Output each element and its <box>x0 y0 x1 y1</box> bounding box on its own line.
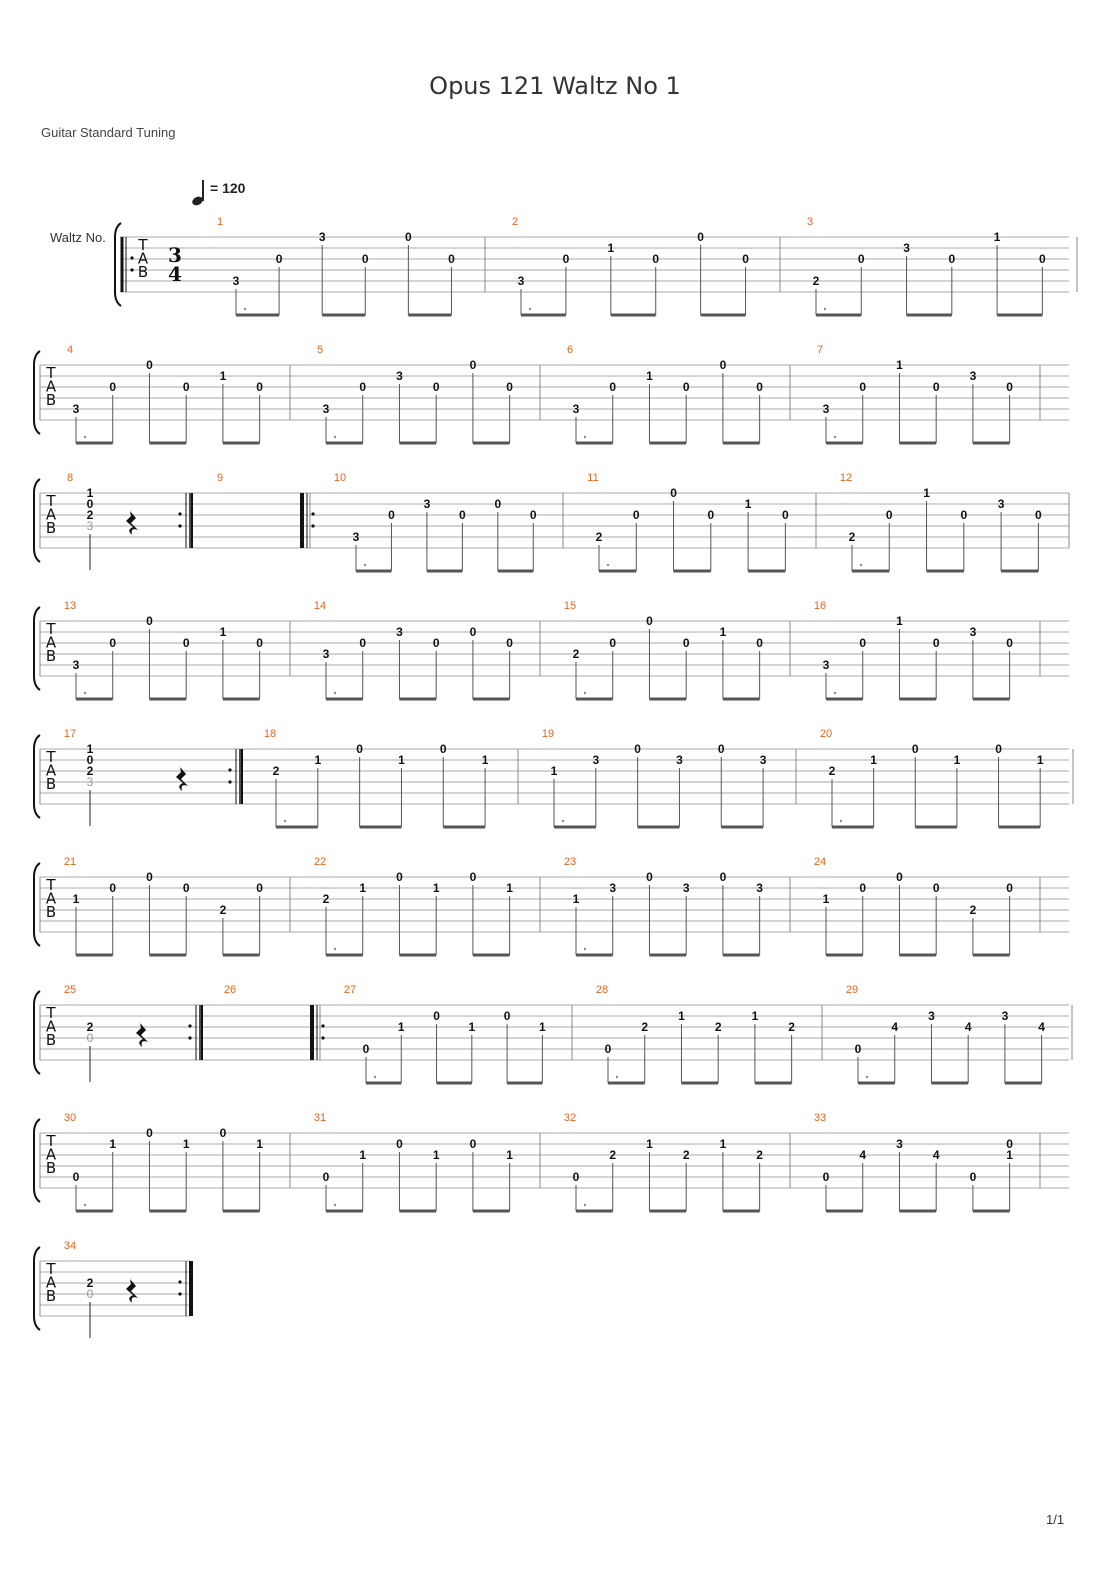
fret-number: 3 <box>997 497 1005 511</box>
tab-clef-letter: A <box>45 1145 57 1164</box>
fret-number: 0 <box>609 636 617 650</box>
fret-number: 2 <box>609 1148 617 1162</box>
fret-number: 4 <box>964 1020 972 1034</box>
repeat-dot <box>311 512 314 515</box>
fret-number: 0 <box>182 636 190 650</box>
repeat-dot <box>130 268 133 271</box>
fret-number: 3 <box>896 1137 903 1151</box>
fret-number: 3 <box>322 647 330 661</box>
tab-clef-letter: B <box>45 1031 57 1049</box>
fret-number: 0 <box>439 742 447 756</box>
fret-number: 2 <box>86 508 94 522</box>
bar-number: 26 <box>223 984 237 996</box>
fret-number: 0 <box>322 1170 330 1184</box>
fret-number: 0 <box>782 508 789 522</box>
fret-number: 0 <box>433 1009 440 1023</box>
fret-number: 1 <box>86 742 94 756</box>
fret-number: 0 <box>494 497 502 511</box>
fret-number: 0 <box>604 1042 612 1056</box>
tab-clef-letter: B <box>137 263 149 281</box>
fret-number: 1 <box>359 881 367 895</box>
fret-number: 0 <box>469 870 477 884</box>
fret-number: 3 <box>676 753 683 767</box>
song-title: Opus 121 Waltz No 1 <box>429 72 681 100</box>
bar-number: 3 <box>806 216 814 228</box>
fret-number: 0 <box>362 1042 370 1056</box>
fret-number: 0 <box>646 870 653 884</box>
fret-number: 0 <box>256 380 263 394</box>
fret-number: 0 <box>396 870 403 884</box>
tab-clef-letter: B <box>45 775 57 793</box>
fret-number: 0 <box>469 1137 477 1151</box>
bar-number: 21 <box>63 856 77 868</box>
fret-number: 1 <box>719 1137 727 1151</box>
fret-number: 0 <box>646 614 653 628</box>
fret-number: 1 <box>751 1009 759 1023</box>
fret-number: 0 <box>859 380 867 394</box>
system-bracket <box>34 607 40 690</box>
fret-number: 0 <box>896 870 903 884</box>
bar-number: 30 <box>63 1112 77 1124</box>
fret-number: 0 <box>948 252 956 266</box>
ghost-fret-number: 0 <box>86 1031 94 1045</box>
repeat-dot <box>228 768 231 771</box>
fret-number: 1 <box>468 1020 476 1034</box>
repeat-dot <box>188 1024 191 1027</box>
fret-number: 0 <box>885 508 893 522</box>
duration-dot <box>529 308 531 310</box>
fret-number: 1 <box>506 881 513 895</box>
duration-dot <box>244 308 246 310</box>
fret-number: 1 <box>219 625 227 639</box>
duration-dot <box>834 436 836 438</box>
fret-number: 2 <box>714 1020 722 1034</box>
fret-number: 1 <box>1036 753 1044 767</box>
fret-number: 0 <box>697 230 704 244</box>
fret-number: 2 <box>812 274 820 288</box>
fret-number: 0 <box>1006 636 1013 650</box>
fret-number: 0 <box>822 1170 830 1184</box>
fret-number: 0 <box>469 625 477 639</box>
system-bracket <box>34 351 40 434</box>
bar-number: 5 <box>316 344 324 356</box>
fret-number: 1 <box>314 753 322 767</box>
fret-number: 3 <box>822 402 830 416</box>
fret-number: 1 <box>481 753 489 767</box>
fret-number: 2 <box>969 903 977 917</box>
page-number: 1/1 <box>1046 1512 1065 1527</box>
tab-clef-letter: T <box>46 1260 56 1278</box>
fret-number: 0 <box>86 753 94 767</box>
duration-dot <box>84 436 86 438</box>
fret-number: 2 <box>572 647 580 661</box>
fret-number: 1 <box>397 1020 405 1034</box>
tab-clef-letter: A <box>45 505 57 524</box>
duration-dot <box>364 564 366 566</box>
fret-number: 1 <box>219 369 227 383</box>
duration-dot <box>334 436 336 438</box>
tab-clef-letter: T <box>46 1004 56 1022</box>
fret-number: 0 <box>388 508 395 522</box>
bar-number: 17 <box>63 728 77 740</box>
bar-number: 25 <box>63 984 77 996</box>
bar-number: 19 <box>541 728 555 740</box>
fret-number: 1 <box>896 614 903 628</box>
bar-number: 2 <box>511 216 519 228</box>
fret-number: 4 <box>859 1148 867 1162</box>
time-signature-bottom: 4 <box>168 262 182 286</box>
fret-number: 2 <box>86 764 94 778</box>
fret-number: 1 <box>953 753 961 767</box>
duration-dot <box>860 564 862 566</box>
duration-dot <box>334 1204 336 1206</box>
fret-number: 1 <box>1006 1148 1013 1162</box>
fret-number: 0 <box>219 1126 227 1140</box>
repeat-dot <box>178 524 181 527</box>
system-bracket <box>34 863 40 946</box>
fret-number: 4 <box>1038 1020 1045 1034</box>
fret-number: 0 <box>719 358 727 372</box>
bar-number: 15 <box>563 600 577 612</box>
fret-number: 0 <box>932 636 940 650</box>
fret-number: 0 <box>1006 881 1013 895</box>
fret-number: 0 <box>146 1126 153 1140</box>
fret-number: 0 <box>572 1170 580 1184</box>
fret-number: 3 <box>318 230 326 244</box>
fret-number: 0 <box>356 742 363 756</box>
fret-number: 2 <box>788 1020 795 1034</box>
bar-number: 34 <box>63 1240 77 1252</box>
bar-number: 13 <box>63 600 77 612</box>
fret-number: 3 <box>969 625 977 639</box>
fret-number: 1 <box>646 1137 653 1151</box>
tab-clef-letter: T <box>46 876 56 894</box>
fret-number: 0 <box>682 636 690 650</box>
fret-number: 1 <box>359 1148 367 1162</box>
fret-number: 0 <box>1039 252 1046 266</box>
bar-number: 16 <box>813 600 827 612</box>
bar-number: 12 <box>839 472 853 484</box>
fret-number: 1 <box>744 497 752 511</box>
fret-number: 0 <box>109 380 117 394</box>
duration-dot <box>607 564 609 566</box>
bar-number: 28 <box>595 984 609 996</box>
tab-clef-letter: T <box>138 236 148 254</box>
fret-number: 0 <box>1006 380 1013 394</box>
tuning-label: Guitar Standard Tuning <box>41 125 176 140</box>
fret-number: 0 <box>182 881 190 895</box>
fret-number: 3 <box>592 753 600 767</box>
fret-number: 0 <box>506 380 513 394</box>
fret-number: 2 <box>848 530 856 544</box>
fret-number: 0 <box>932 380 940 394</box>
tab-clef-letter: B <box>45 519 57 537</box>
fret-number: 1 <box>993 230 1001 244</box>
fret-number: 3 <box>232 274 240 288</box>
tempo-value: = 120 <box>210 180 246 196</box>
duration-dot <box>824 308 826 310</box>
bar-number: 6 <box>566 344 574 356</box>
fret-number: 0 <box>146 870 153 884</box>
bar-number: 20 <box>819 728 833 740</box>
fret-number: 1 <box>432 1148 440 1162</box>
fret-number: 0 <box>562 252 570 266</box>
tab-clef-letter: B <box>45 647 57 665</box>
fret-number: 0 <box>359 380 367 394</box>
fret-number: 3 <box>928 1009 935 1023</box>
fret-number: 1 <box>719 625 727 639</box>
fret-number: 0 <box>652 252 660 266</box>
fret-number: 0 <box>459 508 466 522</box>
fret-number: 3 <box>72 658 80 672</box>
fret-number: 1 <box>506 1148 513 1162</box>
fret-number: 3 <box>609 881 617 895</box>
fret-number: 3 <box>822 658 830 672</box>
fret-number: 0 <box>854 1042 862 1056</box>
system-bracket <box>34 1119 40 1202</box>
fret-number: 3 <box>72 402 80 416</box>
tab-clef-letter: B <box>45 1159 57 1177</box>
tab-clef-letter: T <box>46 1132 56 1150</box>
bar-number: 11 <box>587 472 599 484</box>
bar-number: 8 <box>66 472 74 484</box>
fret-number: 3 <box>396 369 403 383</box>
fret-number: 0 <box>529 508 537 522</box>
fret-number: 1 <box>923 486 930 500</box>
fret-number: 0 <box>256 881 263 895</box>
fret-number: 0 <box>361 252 369 266</box>
fret-number: 0 <box>275 252 283 266</box>
system-bracket <box>115 223 121 306</box>
fret-number: 3 <box>517 274 525 288</box>
duration-dot <box>584 948 586 950</box>
fret-number: 0 <box>109 636 117 650</box>
system-bracket <box>34 479 40 562</box>
bar-number: 23 <box>563 856 577 868</box>
fret-number: 0 <box>256 636 263 650</box>
fret-number: 3 <box>396 625 403 639</box>
system-bracket <box>34 1247 40 1330</box>
duration-dot <box>866 1076 868 1078</box>
duration-dot <box>834 692 836 694</box>
fret-number: 0 <box>717 742 725 756</box>
bar-number: 10 <box>333 472 347 484</box>
duration-dot <box>334 948 336 950</box>
repeat-dot <box>130 256 133 259</box>
fret-number: 0 <box>960 508 968 522</box>
fret-number: 0 <box>857 252 865 266</box>
tab-clef-letter: B <box>45 391 57 409</box>
repeat-dot <box>188 1036 191 1039</box>
duration-dot <box>334 692 336 694</box>
bar-number: 22 <box>313 856 327 868</box>
fret-number: 0 <box>670 486 677 500</box>
fret-number: 2 <box>756 1148 763 1162</box>
bar-number: 14 <box>313 600 327 612</box>
fret-number: 0 <box>86 497 94 511</box>
tab-clef-letter: A <box>45 377 57 396</box>
duration-dot <box>584 1204 586 1206</box>
ghost-fret-number: 3 <box>86 519 94 533</box>
tab-clef-letter: A <box>45 761 57 780</box>
fret-number: 0 <box>503 1009 511 1023</box>
fret-number: 1 <box>86 486 94 500</box>
fret-number: 0 <box>932 881 940 895</box>
fret-number: 1 <box>398 753 405 767</box>
bar-number: 24 <box>813 856 827 868</box>
fret-number: 0 <box>405 230 412 244</box>
repeat-dot <box>311 524 314 527</box>
fret-number: 2 <box>272 764 280 778</box>
fret-number: 1 <box>896 358 903 372</box>
tab-clef-letter: A <box>45 1273 57 1292</box>
fret-number: 1 <box>678 1009 685 1023</box>
fret-number: 1 <box>539 1020 546 1034</box>
time-signature-top: 3 <box>168 243 182 267</box>
fret-number: 0 <box>396 1137 403 1151</box>
fret-number: 2 <box>86 1276 94 1290</box>
repeat-dot <box>321 1036 324 1039</box>
ghost-fret-number: 0 <box>86 1287 94 1301</box>
fret-number: 1 <box>550 764 558 778</box>
fret-number: 2 <box>86 1020 94 1034</box>
fret-number: 0 <box>432 380 440 394</box>
fret-number: 3 <box>423 497 431 511</box>
repeat-dot <box>178 1280 181 1283</box>
fret-number: 3 <box>969 369 977 383</box>
duration-dot <box>584 692 586 694</box>
bar-number: 9 <box>216 472 224 484</box>
repeat-dot <box>228 780 231 783</box>
tab-clef-letter: A <box>45 1017 57 1036</box>
tab-clef-letter: A <box>45 633 57 652</box>
fret-number: 2 <box>641 1020 649 1034</box>
fret-number: 0 <box>146 614 153 628</box>
fret-number: 0 <box>109 881 117 895</box>
fret-number: 2 <box>322 892 330 906</box>
track-name: Waltz No. <box>50 230 106 245</box>
bar-number: 27 <box>343 984 357 996</box>
fret-number: 0 <box>182 380 190 394</box>
fret-number: 3 <box>682 881 690 895</box>
duration-dot <box>584 436 586 438</box>
fret-number: 0 <box>448 252 455 266</box>
fret-number: 1 <box>72 892 80 906</box>
bar-number: 4 <box>66 344 74 356</box>
tab-clef-letter: T <box>46 492 56 510</box>
fret-number: 3 <box>572 402 580 416</box>
fret-number: 0 <box>609 380 617 394</box>
bar-number: 1 <box>216 216 224 228</box>
fret-number: 1 <box>182 1137 190 1151</box>
tab-clef-letter: A <box>137 249 149 268</box>
bar-number: 18 <box>263 728 277 740</box>
duration-dot <box>562 820 564 822</box>
fret-number: 0 <box>1035 508 1042 522</box>
fret-number: 0 <box>432 636 440 650</box>
fret-number: 0 <box>742 252 749 266</box>
fret-number: 1 <box>870 753 877 767</box>
duration-dot <box>616 1076 618 1078</box>
tab-clef-letter: A <box>45 889 57 908</box>
fret-number: 0 <box>359 636 367 650</box>
system-bracket <box>34 991 40 1074</box>
fret-number: 0 <box>634 742 641 756</box>
tab-clef-letter: T <box>46 748 56 766</box>
tab-clef-letter: T <box>46 364 56 382</box>
fret-number: 0 <box>146 358 153 372</box>
fret-number: 2 <box>219 903 227 917</box>
fret-number: 0 <box>756 380 763 394</box>
fret-number: 1 <box>607 241 615 255</box>
fret-number: 0 <box>682 380 690 394</box>
fret-number: 0 <box>1006 1137 1013 1151</box>
fret-number: 1 <box>572 892 580 906</box>
fret-number: 1 <box>109 1137 117 1151</box>
fret-number: 2 <box>595 530 603 544</box>
system-bracket <box>34 735 40 818</box>
bar-number: 33 <box>813 1112 827 1124</box>
tab-clef-letter: B <box>45 1287 57 1305</box>
fret-number: 3 <box>352 530 360 544</box>
duration-dot <box>374 1076 376 1078</box>
fret-number: 1 <box>256 1137 263 1151</box>
fret-number: 1 <box>432 881 440 895</box>
fret-number: 2 <box>682 1148 690 1162</box>
repeat-dot <box>178 1292 181 1295</box>
repeat-dot <box>321 1024 324 1027</box>
fret-number: 2 <box>828 764 836 778</box>
bar-number: 31 <box>313 1112 327 1124</box>
fret-number: 3 <box>322 402 330 416</box>
repeat-dot <box>178 512 181 515</box>
duration-dot <box>284 820 286 822</box>
fret-number: 0 <box>72 1170 80 1184</box>
fret-number: 3 <box>903 241 910 255</box>
ghost-fret-number: 3 <box>86 775 94 789</box>
fret-number: 4 <box>932 1148 940 1162</box>
fret-number: 0 <box>506 636 513 650</box>
fret-number: 1 <box>822 892 830 906</box>
bar-number: 32 <box>563 1112 577 1124</box>
fret-number: 0 <box>632 508 640 522</box>
duration-dot <box>84 692 86 694</box>
fret-number: 0 <box>719 870 727 884</box>
fret-number: 0 <box>911 742 919 756</box>
fret-number: 0 <box>859 636 867 650</box>
fret-number: 0 <box>969 1170 977 1184</box>
bar-number: 7 <box>816 344 824 356</box>
tab-clef-letter: T <box>46 620 56 638</box>
fret-number: 0 <box>756 636 763 650</box>
fret-number: 3 <box>756 881 763 895</box>
fret-number: 0 <box>469 358 477 372</box>
fret-number: 0 <box>707 508 715 522</box>
tab-clef-letter: B <box>45 903 57 921</box>
bar-number: 29 <box>845 984 859 996</box>
fret-number: 1 <box>646 369 653 383</box>
fret-number: 0 <box>995 742 1002 756</box>
fret-number: 3 <box>1001 1009 1009 1023</box>
fret-number: 0 <box>859 881 867 895</box>
duration-dot <box>840 820 842 822</box>
fret-number: 4 <box>891 1020 899 1034</box>
duration-dot <box>84 1204 86 1206</box>
fret-number: 3 <box>759 753 767 767</box>
